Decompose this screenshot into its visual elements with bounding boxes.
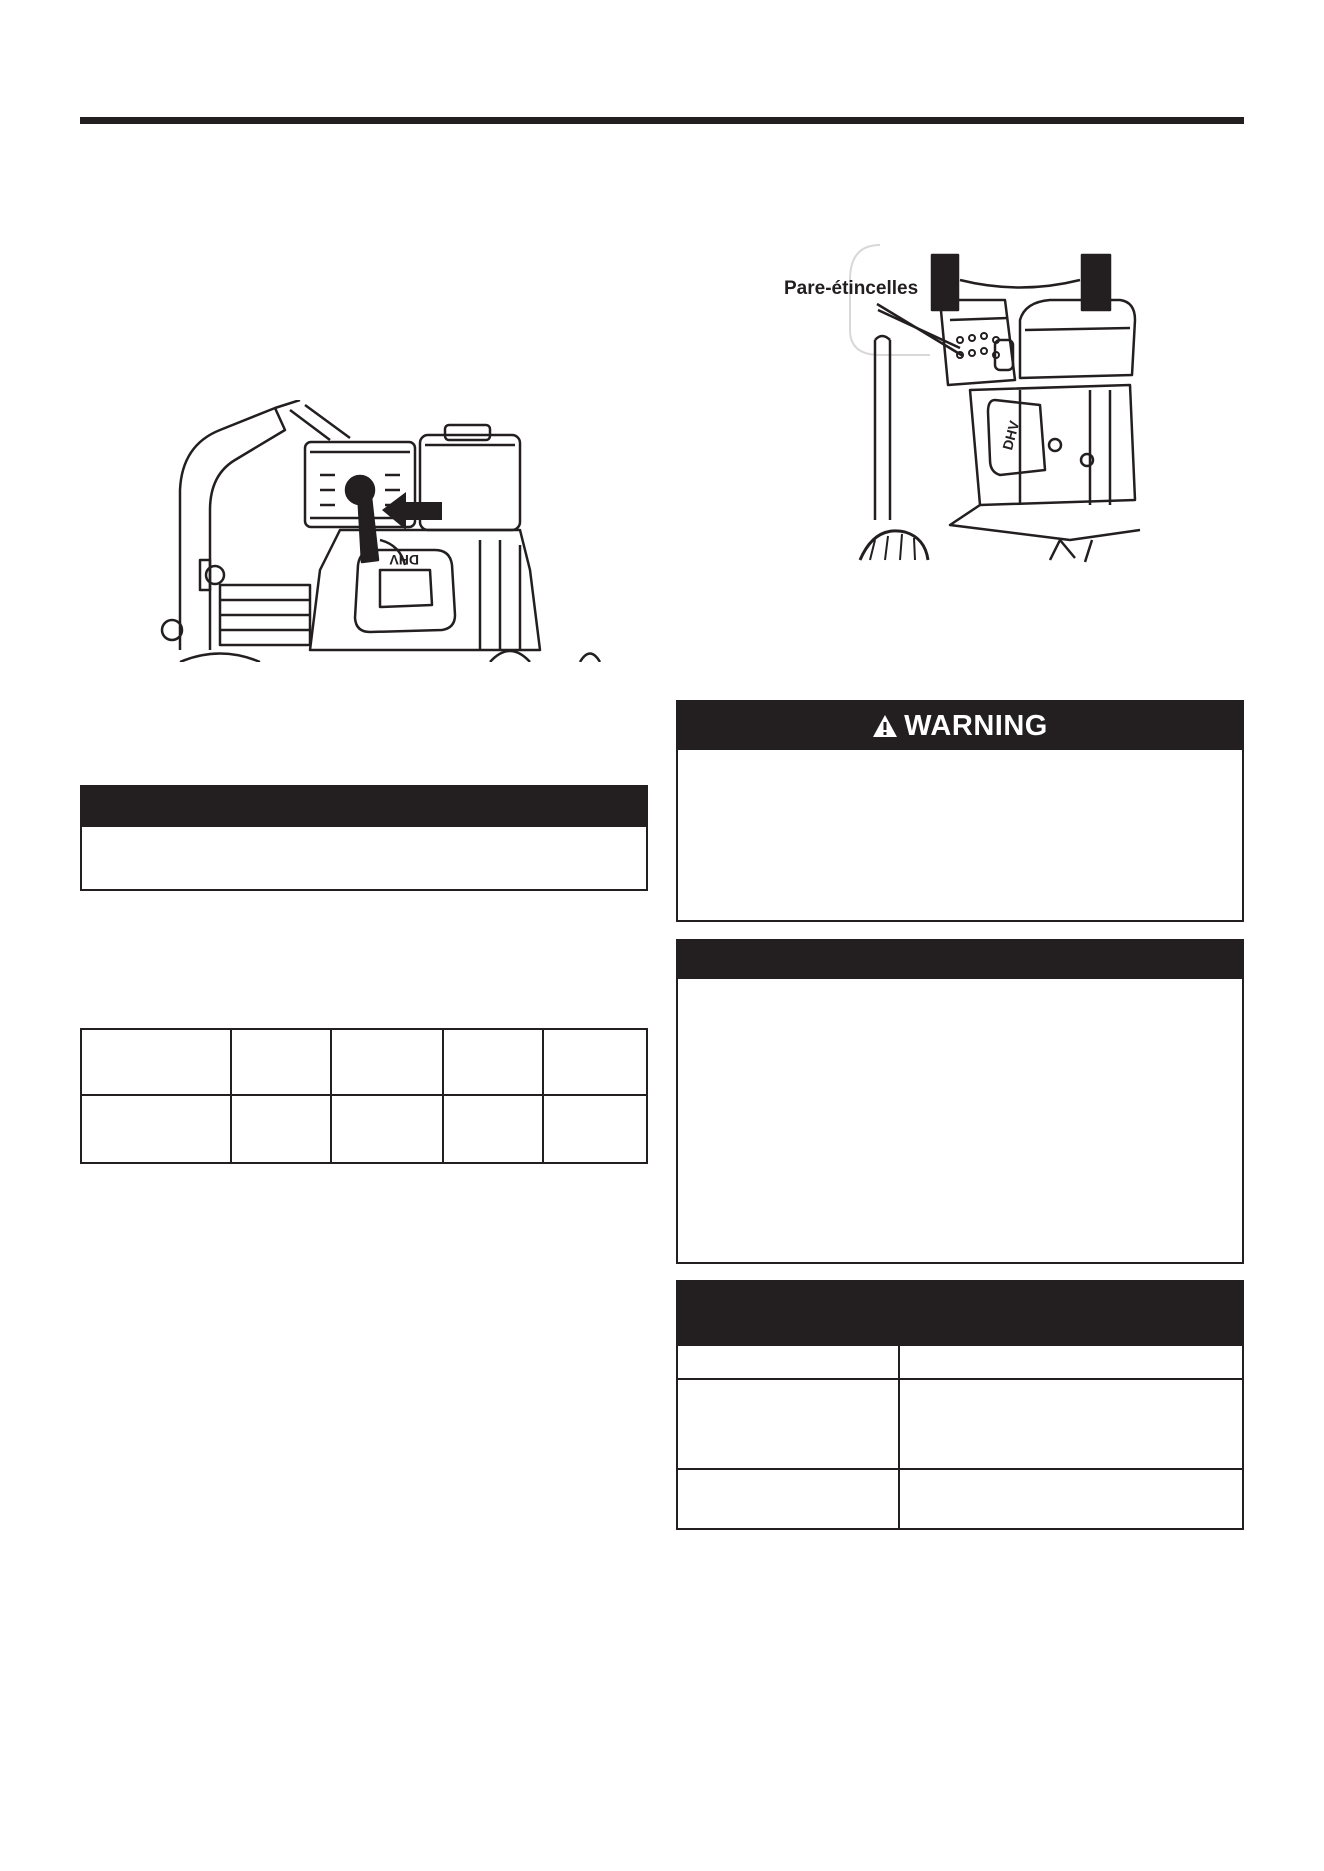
svg-text:DHV: DHV	[999, 418, 1023, 452]
svg-text:DHV: DHV	[389, 552, 419, 568]
table-cell	[81, 1095, 231, 1163]
notice-box	[80, 785, 648, 891]
warning-box-header	[678, 702, 1242, 750]
notice-box-header	[82, 787, 646, 827]
bottom-table-grid	[676, 1344, 1244, 1530]
table-row	[81, 1029, 647, 1095]
table-cell	[899, 1469, 1243, 1529]
engine-fuel-valve-illustration	[160, 400, 610, 662]
caution-box-header	[678, 941, 1242, 979]
table-cell	[677, 1469, 899, 1529]
caution-box	[676, 939, 1244, 1264]
table-cell	[443, 1095, 543, 1163]
bottom-table-header	[676, 1280, 1244, 1344]
table-cell	[543, 1029, 647, 1095]
header-rule	[80, 117, 1244, 124]
spec-table	[80, 1028, 648, 1164]
bottom-table-box	[676, 1280, 1244, 1530]
table-cell	[331, 1095, 443, 1163]
table-cell	[443, 1029, 543, 1095]
table-cell	[331, 1029, 443, 1095]
table-cell	[231, 1095, 331, 1163]
table-cell	[231, 1029, 331, 1095]
spark-arrester-leader-line	[875, 300, 975, 360]
table-row	[677, 1469, 1243, 1529]
engine-drawing	[160, 400, 610, 662]
warning-title: WARNING	[904, 709, 1048, 742]
table-cell	[81, 1029, 231, 1095]
table-cell	[543, 1095, 647, 1163]
table-cell	[677, 1345, 899, 1379]
table-cell	[899, 1345, 1243, 1379]
table-cell	[899, 1379, 1243, 1469]
table-cell	[677, 1379, 899, 1469]
spark-arrester-label: Pare-étincelles	[784, 278, 919, 299]
warning-box	[676, 700, 1244, 922]
spec-table-grid	[80, 1028, 648, 1164]
warning-triangle-icon	[872, 714, 898, 738]
table-row	[677, 1345, 1243, 1379]
table-row	[677, 1379, 1243, 1469]
table-row	[81, 1095, 647, 1163]
